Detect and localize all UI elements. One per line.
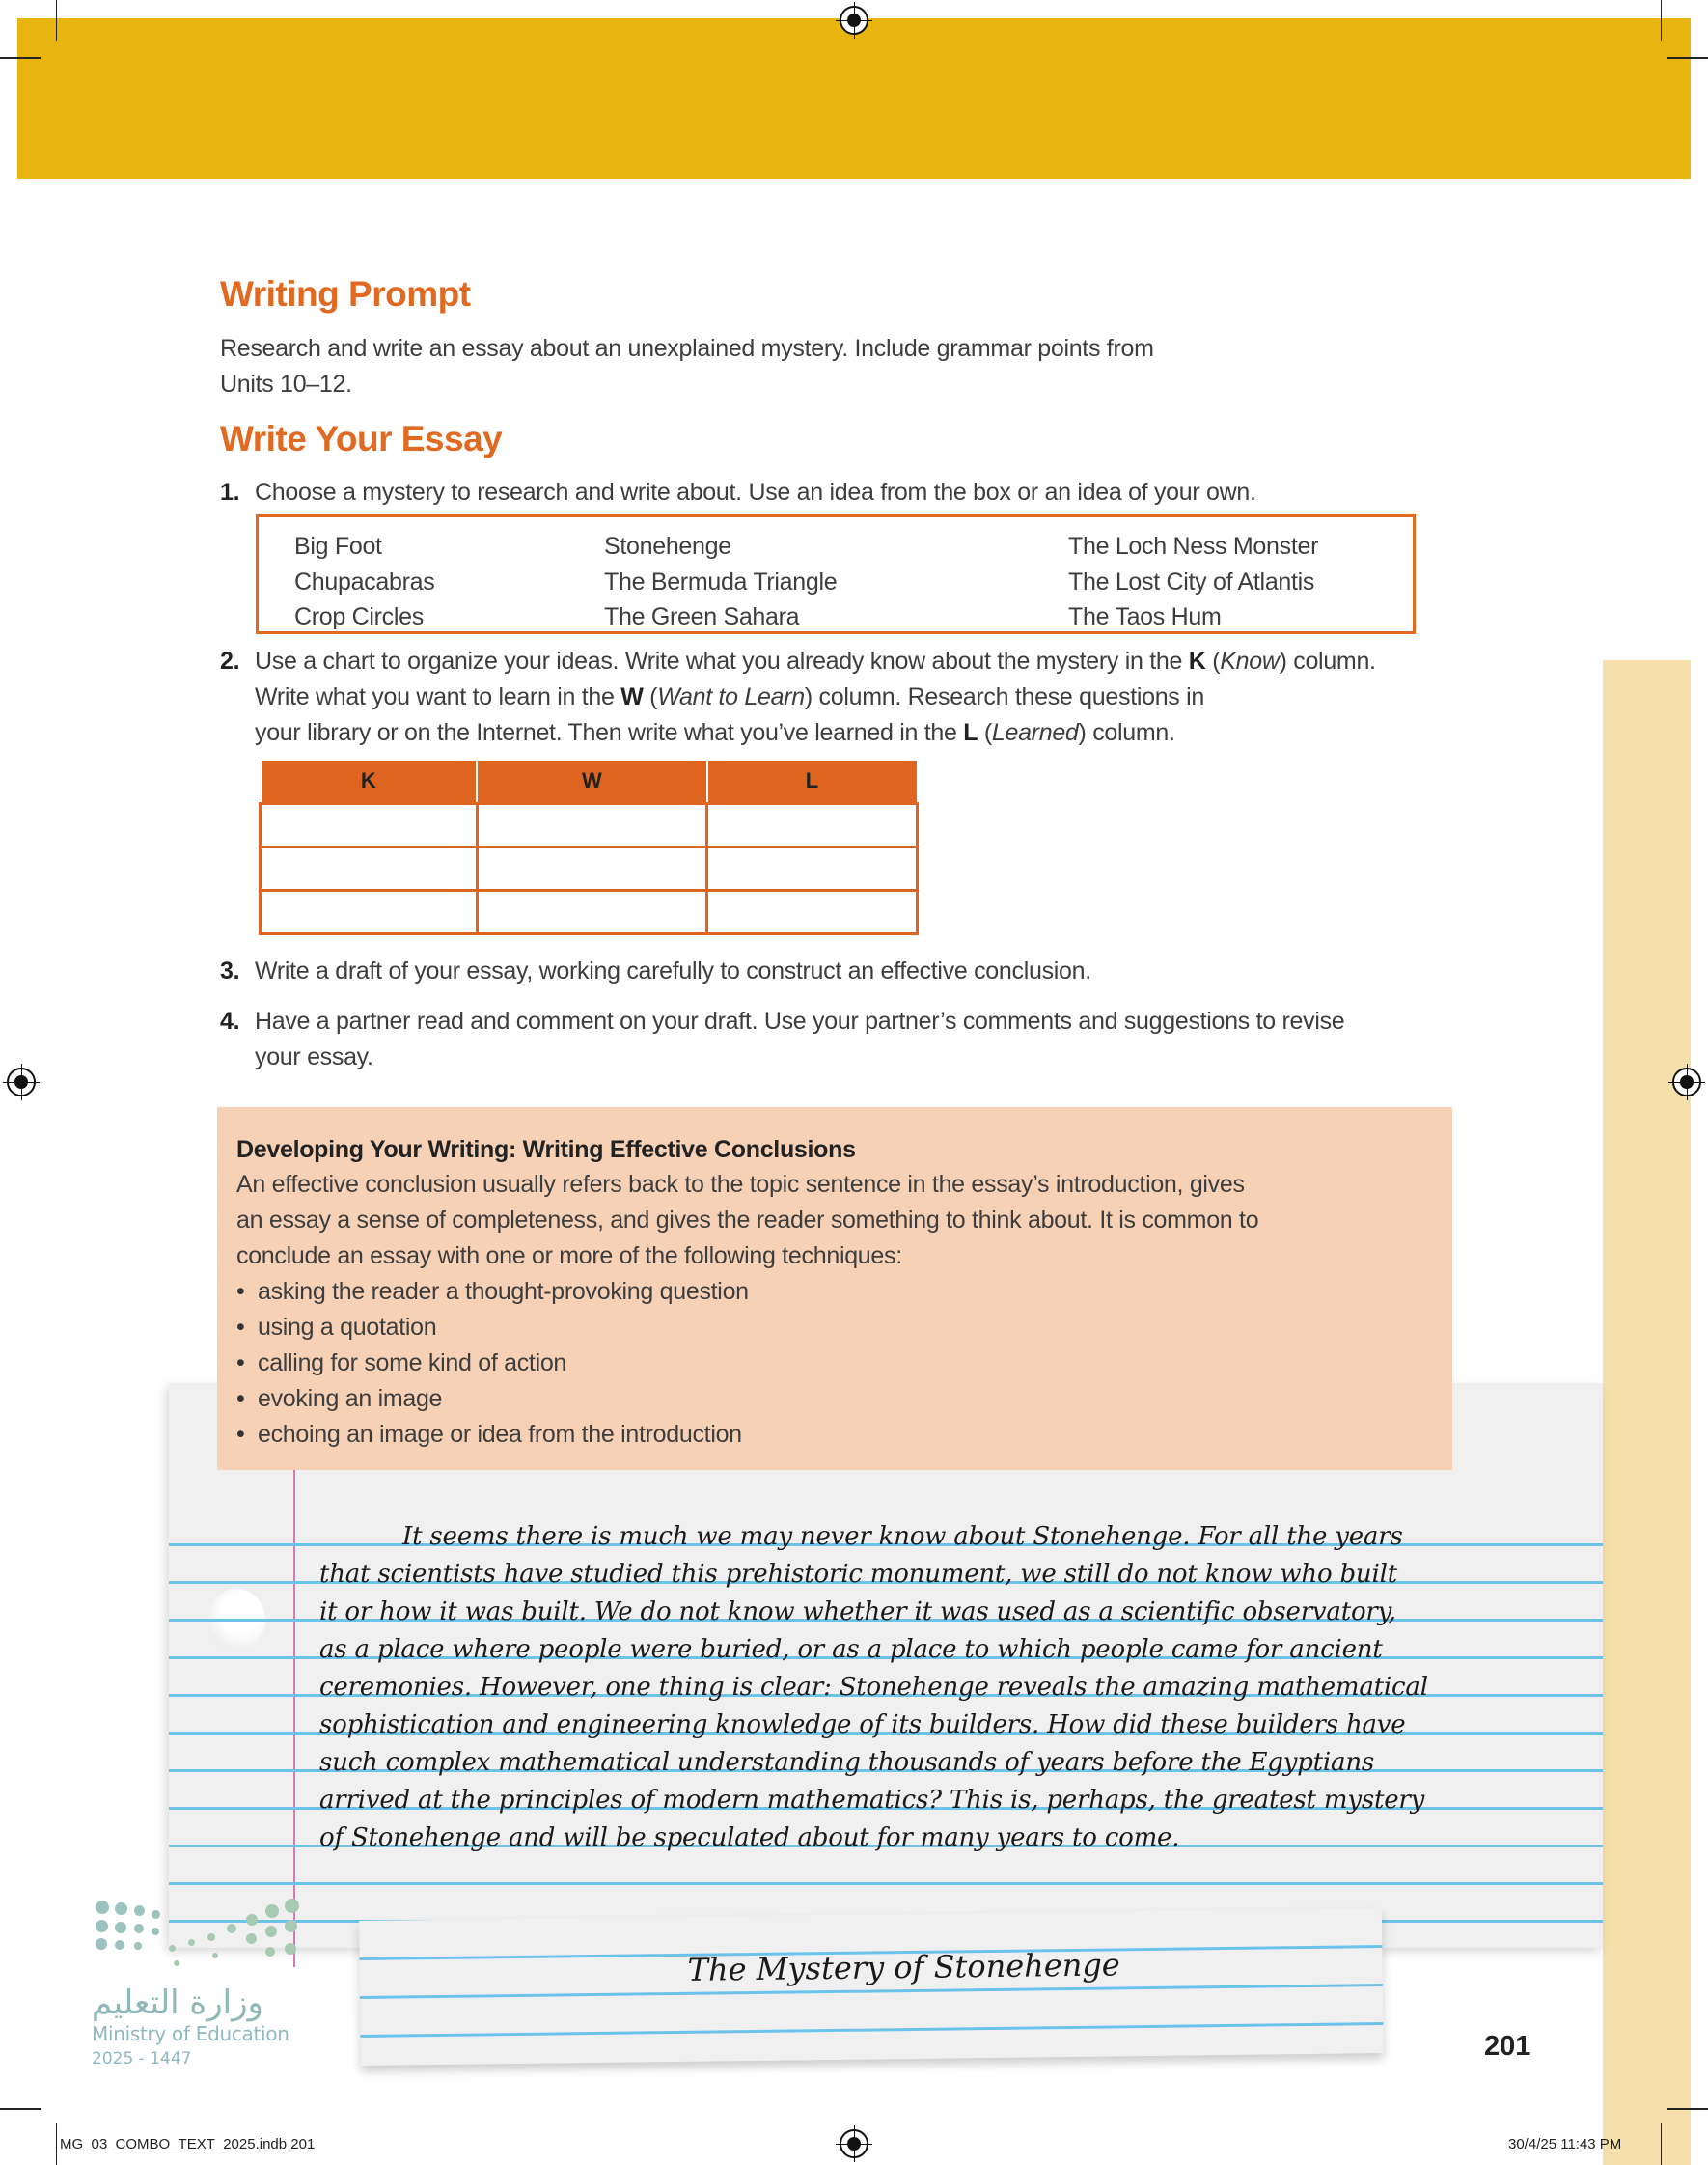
essay-line: that scientists have studied this prehistoric monument, we still do not know who built	[319, 1560, 1397, 1589]
idea-item: Crop Circles	[294, 603, 424, 630]
writing-prompt-line: Units 10–12.	[220, 371, 352, 398]
crop-mark	[1661, 2123, 1662, 2165]
idea-item: The Bermuda Triangle	[604, 568, 838, 596]
step-text: Write a draft of your essay, working carefully to construct an effective conclusion.	[255, 958, 1091, 985]
print-slug-date: 30/4/25 11:43 PM	[1508, 2136, 1622, 2152]
kwl-word: Learned	[991, 719, 1079, 746]
logo-year: 2025 - 1447	[92, 2049, 192, 2068]
technique-item: • asking the reader a thought-provoking question	[236, 1274, 1433, 1310]
page-number: 201	[1484, 2031, 1531, 2062]
essay-line: It seems there is much we may never know about Stonehenge. For all the years	[402, 1522, 1403, 1551]
kwl-cell[interactable]	[707, 847, 918, 890]
step-number: 4.	[220, 1008, 240, 1035]
kwl-header-row	[261, 761, 918, 803]
step-text: Use a chart to organize your ideas. Write what you already know about the mystery in the	[255, 648, 1189, 675]
step-text: Have a partner read and comment on your draft. Use your partner’s comments and suggestions to revise	[255, 1008, 1345, 1035]
idea-item: Chupacabras	[294, 568, 435, 596]
essay-line: it or how it was built. We do not know whether it was used as a scientific observatory,	[319, 1597, 1396, 1626]
registration-mark-icon	[840, 6, 868, 35]
developing-writing-tip-box	[217, 1107, 1452, 1470]
kwl-cell[interactable]	[477, 847, 706, 890]
tip-body	[236, 1167, 1433, 1274]
title-paper-strip	[359, 1908, 1384, 2066]
techniques-list	[236, 1274, 1433, 1453]
idea-column-3	[1068, 529, 1318, 635]
idea-item: The Loch Ness Monster	[1068, 533, 1319, 560]
step-number: 1.	[220, 479, 240, 506]
crop-mark	[1661, 0, 1662, 41]
kwl-header-l: L	[707, 761, 918, 803]
step-line: your library or on the Internet. Then write what you’ve learned in the L (Learned) column.	[255, 719, 1175, 746]
essay-title: The Mystery of Stonehenge	[687, 1946, 1120, 1988]
crop-mark	[0, 57, 41, 59]
writing-prompt-heading: Writing Prompt	[220, 274, 471, 314]
mystery-ideas-box	[256, 514, 1416, 634]
ruled-line	[360, 2022, 1383, 2038]
step-4	[220, 1004, 1344, 1075]
kwl-cell[interactable]	[707, 890, 918, 933]
idea-item: The Taos Hum	[1068, 603, 1222, 630]
kwl-cell[interactable]	[261, 847, 478, 890]
technique-item: • calling for some kind of action	[236, 1346, 1433, 1381]
step-text: your essay.	[255, 1043, 373, 1070]
logo-dots-icon	[92, 1897, 304, 1974]
tip-line: conclude an essay with one or more of the following techniques:	[236, 1242, 902, 1269]
step-text: your library or on the Internet. Then write what you’ve learned in the	[255, 719, 964, 746]
tip-title: Developing Your Writing: Writing Effective Conclusions	[236, 1136, 856, 1163]
header-banner	[17, 18, 1691, 179]
crop-mark	[0, 2108, 41, 2110]
kwl-row	[261, 847, 918, 890]
crop-mark	[56, 0, 57, 41]
kwl-chart	[259, 761, 919, 935]
step-text: column.	[1286, 648, 1376, 675]
kwl-letter: K	[1188, 648, 1206, 675]
essay-line: such complex mathematical understanding thousands of years before the Egyptians	[319, 1748, 1375, 1777]
print-slug-file: MG_03_COMBO_TEXT_2025.indb 201	[60, 2136, 316, 2152]
idea-item: Stonehenge	[604, 533, 731, 560]
registration-mark-icon	[7, 1068, 36, 1096]
kwl-header-w: W	[477, 761, 706, 803]
kwl-row	[261, 803, 918, 847]
kwl-cell[interactable]	[477, 803, 706, 847]
step-text: column.	[1086, 719, 1175, 746]
tip-line: an essay a sense of completeness, and gives the reader something to think about. It is common to	[236, 1207, 1259, 1234]
kwl-word: Know	[1220, 648, 1280, 675]
essay-line: of Stonehenge and will be speculated about for many years to come.	[319, 1823, 1180, 1852]
step-line: Write what you want to learn in the W (Want to Learn) column. Research these questions in	[255, 683, 1205, 710]
kwl-row	[261, 890, 918, 933]
idea-item: The Lost City of Atlantis	[1068, 568, 1315, 596]
step-text: Choose a mystery to research and write about. Use an idea from the box or an idea of your own.	[255, 479, 1256, 506]
idea-column-2	[604, 529, 837, 635]
idea-item: Big Foot	[294, 533, 382, 560]
idea-item: The Green Sahara	[604, 603, 800, 630]
technique-item: • echoing an image or idea from the introduction	[236, 1417, 1433, 1453]
writing-prompt-body	[220, 331, 1154, 402]
kwl-cell[interactable]	[261, 890, 478, 933]
step-text: Write what you want to learn in the	[255, 683, 621, 710]
step-3	[220, 954, 1091, 989]
kwl-cell[interactable]	[477, 890, 706, 933]
step-2: 2. Use a chart to organize your ideas. Write what you already know about the mystery in the K (Know) column. Write what you want to learn in the W (Want to Learn) column. Research these questions in your library or on the Internet. Then write what you’ve learned in the L (Learned) column.	[220, 644, 1376, 751]
step-number: 2.	[220, 648, 240, 675]
essay-line: arrived at the principles of modern mathematics? This is, perhaps, the greatest mystery	[319, 1786, 1425, 1815]
crop-mark	[56, 2123, 57, 2165]
kwl-letter: W	[620, 683, 644, 710]
step-1	[220, 475, 1256, 511]
writing-prompt-line: Research and write an essay about an unexplained mystery. Include grammar points from	[220, 335, 1154, 362]
margin-line	[293, 1465, 295, 1967]
crop-mark	[1667, 2108, 1708, 2110]
ruled-line	[169, 1882, 1603, 1885]
technique-item: • using a quotation	[236, 1310, 1433, 1346]
kwl-letter: L	[963, 719, 978, 746]
ministry-of-education-logo	[92, 1897, 314, 2080]
step-number: 3.	[220, 958, 240, 985]
essay-line: as a place where people were buried, or as a place to which people came for ancient	[319, 1635, 1383, 1664]
logo-english-text: Ministry of Education	[92, 2022, 289, 2045]
registration-mark-icon	[840, 2129, 868, 2158]
essay-line: sophistication and engineering knowledge of its builders. How did these builders have	[319, 1710, 1406, 1739]
essay-line: ceremonies. However, one thing is clear: Stonehenge reveals the amazing mathematical	[319, 1673, 1428, 1702]
model-essay-conclusion	[319, 1518, 1632, 1857]
registration-mark-icon	[1672, 1068, 1701, 1096]
crop-mark	[1667, 57, 1708, 59]
kwl-header-k: K	[261, 761, 478, 803]
step-text: column. Research these questions in	[812, 683, 1205, 710]
kwl-cell[interactable]	[707, 803, 918, 847]
idea-column-1	[294, 529, 434, 635]
kwl-word: Want to Learn	[657, 683, 805, 710]
write-your-essay-heading: Write Your Essay	[220, 419, 503, 458]
tip-line: An effective conclusion usually refers back to the topic sentence in the essay’s introduction, gives	[236, 1171, 1245, 1198]
logo-arabic-text: وزارة التعليم	[92, 1984, 263, 2022]
technique-item: • evoking an image	[236, 1381, 1433, 1417]
kwl-cell[interactable]	[261, 803, 478, 847]
